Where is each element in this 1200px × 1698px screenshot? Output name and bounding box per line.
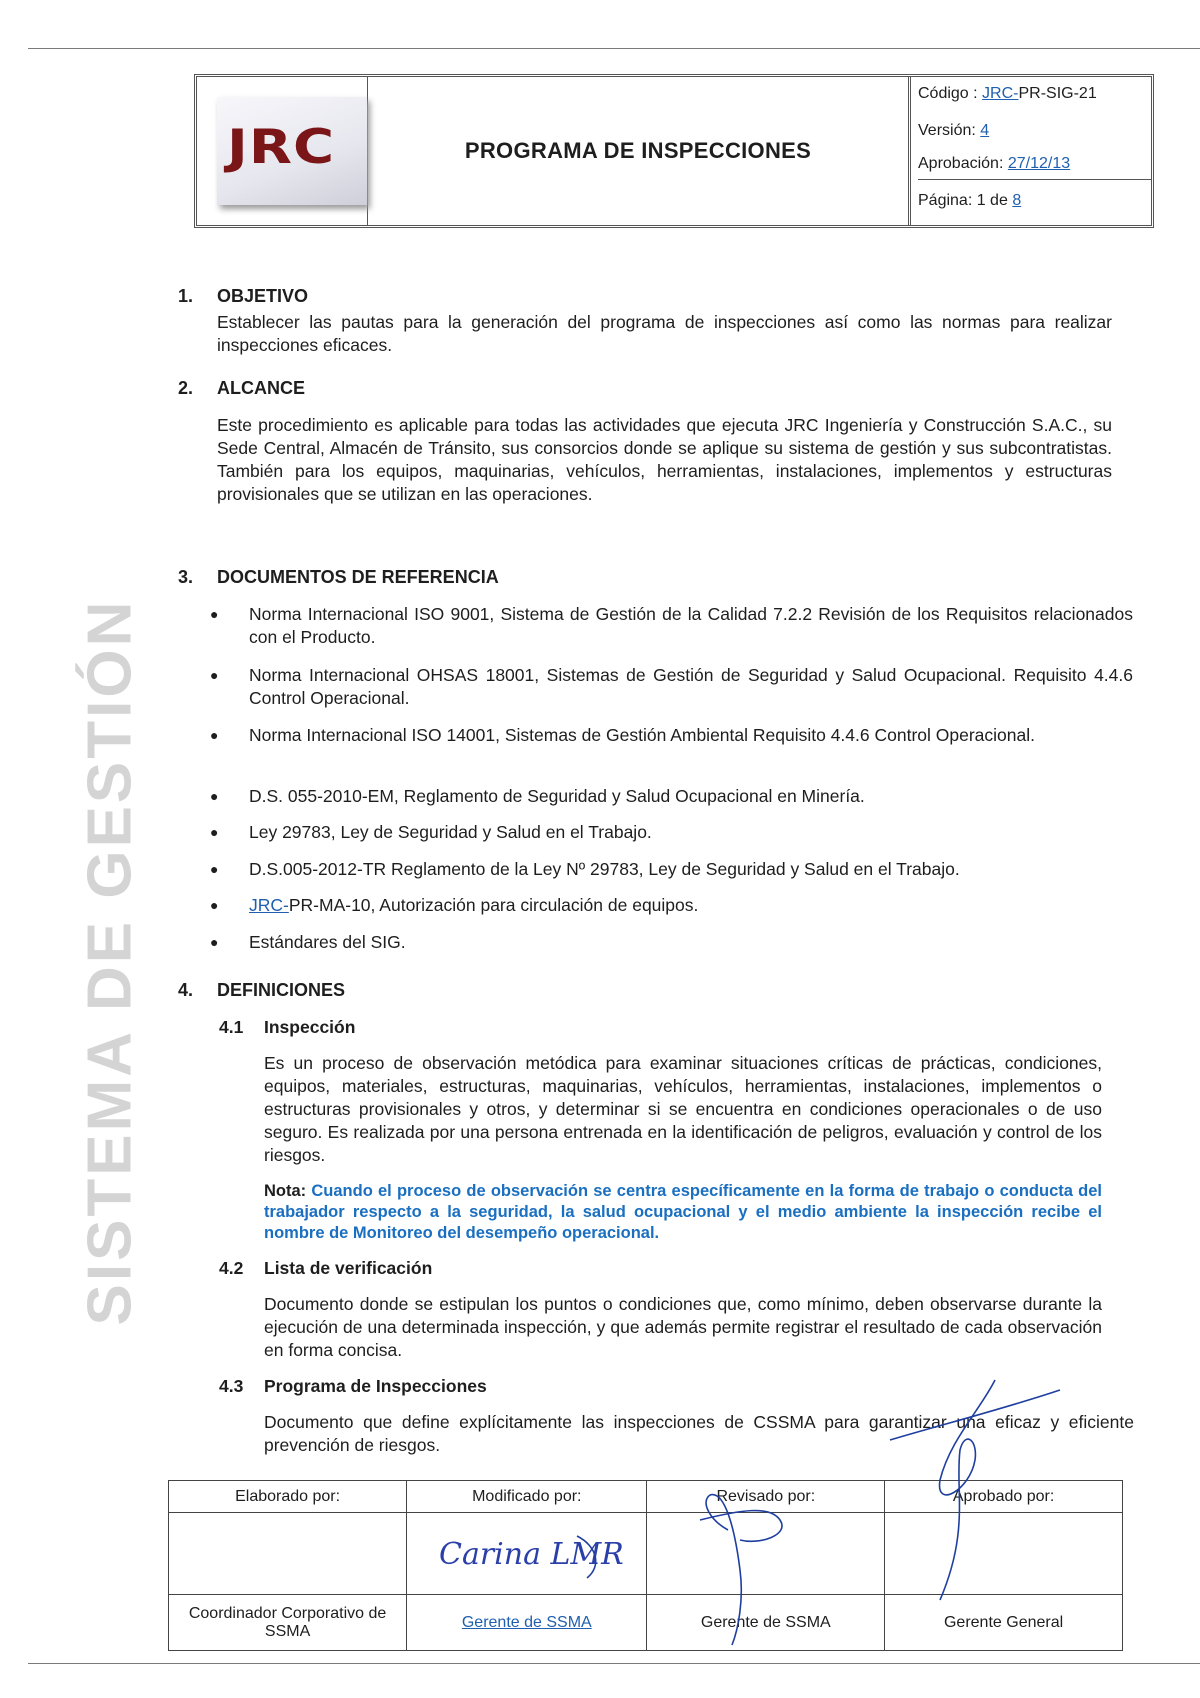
- section-title: DEFINICIONES: [217, 980, 346, 1000]
- subsection-number: 4.3: [219, 1376, 244, 1396]
- list-item: Ley 29783, Ley de Seguridad y Salud en el Trabajo.: [249, 822, 652, 842]
- header-cell: Aprobado por:: [885, 1481, 1123, 1513]
- bullet-icon: ●: [210, 667, 219, 683]
- bullet-icon: ●: [210, 824, 219, 840]
- section-number: 1.: [178, 286, 194, 306]
- subsection-number: 4.1: [219, 1017, 244, 1037]
- list-item: D.S.005-2012-TR Reglamento de la Ley Nº 29783, Ley de Seguridad y Salud en el Trabajo.: [249, 859, 960, 879]
- bullet-icon: ●: [210, 934, 219, 950]
- svg-text:Carina LMR: Carina LMR: [438, 1537, 624, 1572]
- meta-divider: [918, 179, 1151, 180]
- section-text: Este procedimiento es aplicable para todas las actividades que ejecuta JRC Ingeniería y Construcción S.A.C., su Sede Central, Almacén de Tránsito, sus consorcios donde se aplique su sistema de gestión y sus subcontratistas. También para los equipos, maquinarias, vehículos, herramientas, instalaciones, implementos y estructuras provisionales que se utilizan en las operaciones.: [217, 415, 1112, 504]
- company-logo: JRC: [217, 97, 367, 205]
- list-item: Norma Internacional OHSAS 18001, Sistemas de Gestión de Seguridad y Salud Ocupacional. Requisito 4.4.6 Control Operacional.: [249, 665, 1133, 708]
- subsection-title: Programa de Inspecciones: [264, 1376, 487, 1396]
- handwritten-signature: [427, 1516, 627, 1586]
- subsection-number: 4.2: [219, 1258, 244, 1278]
- definition-text: Es un proceso de observación metódica para examinar situaciones críticas de prácticas, condiciones, equipos, materiales, estructuras, maquinarias, vehículos, herramientas, instalaciones, implementos o estructuras provisionales y otros, y determinar si se encuentra en condiciones operacionales o de uso seguro. Es realizada por una persona entrenada en la identificación de peligros, evaluación y control de los riesgos.: [264, 1053, 1102, 1165]
- section-number: 2.: [178, 378, 194, 398]
- header-cell: Elaborado por:: [169, 1481, 407, 1513]
- bullet-icon: ●: [210, 861, 219, 877]
- signature-cell: [169, 1513, 407, 1595]
- bottom-rule: [28, 1663, 1200, 1664]
- codigo-field: Código : JRC-PR-SIG-21: [918, 85, 1097, 102]
- signature-cell: [407, 1513, 647, 1595]
- section-title: ALCANCE: [217, 378, 305, 398]
- top-rule: [28, 48, 1200, 49]
- list-item: Norma Internacional ISO 9001, Sistema de Gestión de la Calidad 7.2.2 Revisión de los Requisitos relacionados con el Producto.: [249, 604, 1133, 647]
- document-title: PROGRAMA DE INSPECCIONES: [464, 138, 812, 163]
- list-item: JRC-PR-MA-10, Autorización para circulación de equipos.: [249, 895, 699, 915]
- list-item: Estándares del SIG.: [249, 932, 406, 952]
- section-title: DOCUMENTOS DE REFERENCIA: [217, 567, 499, 587]
- aprobacion-field: Aprobación: 27/12/13: [918, 155, 1071, 172]
- list-item: D.S. 055-2010-EM, Reglamento de Seguridad y Salud Ocupacional en Minería.: [249, 786, 865, 806]
- role-link[interactable]: Gerente de SSMA: [461, 1613, 592, 1631]
- bullet-icon: ●: [210, 606, 219, 622]
- bullet-icon: ●: [210, 897, 219, 913]
- pen-signature-strokes: [640, 1370, 1120, 1650]
- pagina-field: Página: 1 de 8: [918, 192, 1022, 209]
- watermark: SISTEMA DE GESTIÓN: [75, 598, 145, 1326]
- role-cell: Coordinador Corporativo de SSMA: [169, 1595, 407, 1651]
- subsection-title: Lista de verificación: [264, 1258, 433, 1278]
- role-cell: Gerente de SSMA: [647, 1595, 885, 1651]
- section-text: Establecer las pautas para la generación del programa de inspecciones así como las normas para realizar inspecciones eficaces.: [217, 312, 1112, 355]
- section-number: 3.: [178, 567, 194, 587]
- bullet-icon: ●: [210, 788, 219, 804]
- header-cell: Modificado por:: [407, 1481, 647, 1513]
- document-header: [194, 74, 1154, 228]
- definition-note: Nota: Cuando el proceso de observación se centra específicamente en la forma de trabajo o conducta del trabajador respecto a la seguridad, la salud ocupacional y el medio ambiente la inspección recibe el nombre de Monitoreo del desempeño operacional.: [264, 1182, 1102, 1242]
- bullet-icon: ●: [210, 727, 219, 743]
- header-cell: Revisado por:: [647, 1481, 885, 1513]
- jrc-link[interactable]: JRC-: [249, 895, 289, 915]
- codigo-link[interactable]: JRC-: [982, 85, 1019, 102]
- version-field: Versión: 4: [918, 122, 990, 139]
- definition-text: Documento donde se estipulan los puntos o condiciones que, como mínimo, deben observarse durante la ejecución de una determinada inspección, y que además permite registrar el resultado de cada observación en forma concisa.: [264, 1294, 1102, 1360]
- role-cell: [407, 1595, 647, 1651]
- list-item: Norma Internacional ISO 14001, Sistemas de Gestión Ambiental Requisito 4.4.6 Control Operacional.: [249, 725, 1035, 745]
- logo-cell: [197, 77, 368, 225]
- section-number: 4.: [178, 980, 194, 1000]
- definition-text: Documento que define explícitamente las inspecciones de CSSMA para garantizar una eficaz y eficiente prevención de riesgos.: [264, 1412, 1134, 1455]
- title-cell: [368, 77, 911, 225]
- role-cell: Gerente General: [885, 1595, 1123, 1651]
- section-title: OBJETIVO: [217, 286, 309, 306]
- subsection-title: Inspección: [264, 1017, 356, 1037]
